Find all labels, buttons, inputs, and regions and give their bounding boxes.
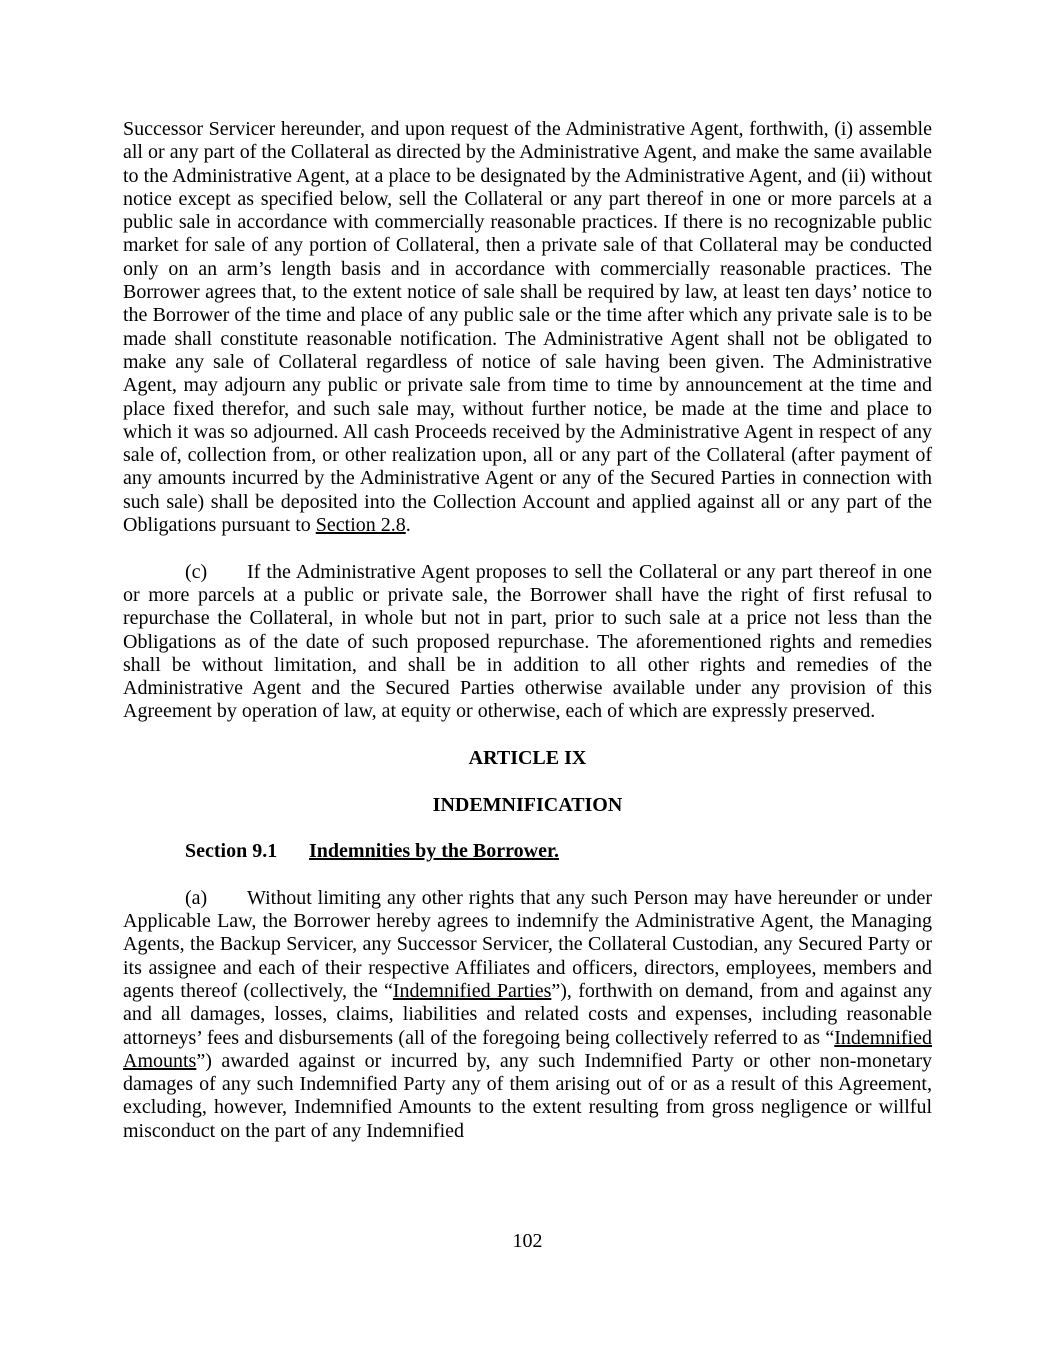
paragraph-label: (c) [185,560,208,583]
paragraph-continuation [123,118,932,537]
paragraph-label: (a) [185,886,208,909]
text-run: . [405,514,411,537]
text-run: ”), forthwith on demand, from and against any and all damages, losses, claims, liabilities and related costs and expenses, including reasonable attorneys’ fees and disbursements (all of the foregoing being collectively referred to as “ [123,979,932,1049]
page-content [123,118,932,1143]
section-number: Section 9.1 [185,840,278,863]
indemnified-amounts-term: Indemnified Amounts [123,1026,932,1072]
section-heading [123,840,932,863]
text-run: Without limiting any other rights that any such Person may have hereunder or under Applicable Law, the Borrower hereby agrees to indemnify the Administrative Agent, the Managing Agents, the Backup Servicer, any Successor Servicer, the Collateral Custodian, any Secured Party or its assignee and each of their respective Affiliates and officers, directors, employees, members and agents thereof (collectively, the “ [123,886,932,1002]
page-number: 102 [512,1230,543,1252]
text-run: ”) awarded against or incurred by, any such Indemnified Party or other non-monetary damages of any such Indemnified Party any of them arising out of or as a result of this Agreement, excluding, however, Indemnified Amounts to the extent resulting from gross negligence or willful misconduct on the part of any Indemnified [123,1049,932,1142]
paragraph-c [123,561,932,724]
section-2-8-reference: Section 2.8 [315,514,406,537]
text-run: Successor Servicer hereunder, and upon request of the Administrative Agent, forthwith, (i) assemble all or any part of the Collateral as directed by the Administrative Agent, and make the same available to the Administrative Agent, at a place to be designated by the Administrative Agent, and (ii) without notice except as specified below, sell the Collateral or any part thereof in one or more parcels at a public sale in accordance with commercially reasonable practices. If there is no recognizable public market for sale of any portion of Collateral, then a private sale of that Collateral may be conducted only on an arm’s length basis and in accordance with commercially reasonable practices. The Borrower agrees that, to the extent notice of sale shall be required by law, at least ten days’ notice to the Borrower of the time and place of any public sale or the time after which any private sale is to be made shall constitute reasonable notification. The Administrative Agent shall not be obligated to make any sale of Collateral regardless of notice of sale having been given. The Administrative Agent, may adjourn any public or private sale from time to time by announcement at the time and place fixed therefor, and such sale may, without further notice, be made at the time and place to which it was so adjourned. All cash Proceeds received by the Administrative Agent in respect of any sale of, collection from, or other realization upon, all or any part of the Collateral (after payment of any amounts incurred by the Administrative Agent or any of the Secured Parties in connection with such sale) shall be deposited into the Collection Account and applied against all or any part of the Obligations pursuant to [123,118,932,537]
paragraph-a [123,887,932,1143]
article-title: INDEMNIFICATION [432,793,623,816]
text-run: If the Administrative Agent proposes to sell the Collateral or any part thereof in one or more parcels at a public or private sale, the Borrower shall have the right of first refusal to repurchase the Collateral, in whole but not in part, prior to such sale at a price not less than the Obligations as of the date of such proposed repurchase. The aforementioned rights and remedies shall be without limitation, and shall be in addition to all other rights and remedies of the Administrative Agent and the Secured Parties otherwise available under any provision of this Agreement by operation of law, at equity or otherwise, each of which are expressly preserved. [123,560,932,723]
section-title: Indemnities by the Borrower. [309,840,559,863]
article-heading: ARTICLE IX [468,747,587,770]
indemnified-parties-term: Indemnified Parties [392,979,552,1002]
